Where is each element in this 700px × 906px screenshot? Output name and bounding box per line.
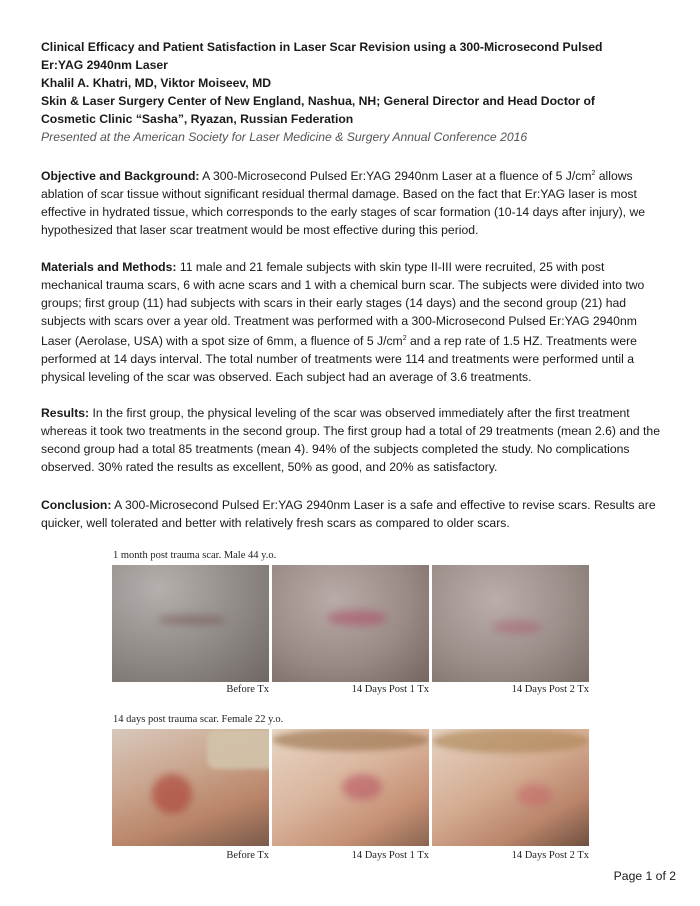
hair [272, 729, 429, 751]
paper-header [41, 38, 661, 146]
case1-label-post2: 14 Days Post 2 Tx [511, 684, 589, 695]
results-text: In the first group, the physical leveling of the scar was observed immediately after the first treatment whereas it took two treatments in the second group. The first group had a total of 29 treatments (mean 2.6) and the second group had a total 85 treatments (mean 4). 94% of the subjects completed the study. No complications observed. 30% rated the results as excellent, 50% as good, and 20% as satisfactory. [41, 406, 660, 474]
results-label: Results: [41, 406, 90, 420]
methods-text-b: and a rep rate of 1.5 HZ. Treatments were performed at 14 days interval. The total number of treatments were 114 and treatments were performed until a physical leveling of the scar was observed. Each subject had an average of 3.6 treatments. [41, 334, 637, 385]
scar-mark [492, 620, 542, 634]
page-number: Page 1 of 2 [613, 869, 676, 883]
case1-caption: 1 month post trauma scar. Male 44 y.o. [113, 550, 277, 561]
methods-section [41, 258, 661, 386]
case2-photo-post2 [432, 729, 589, 846]
objective-text-b: allows ablation of scar tissue without significant residual thermal damage. Based on the fact that Er:YAG laser is most effective in hydrated tissue, which corresponds to the early stages of scar formation (10-14 days after injury), we hypothesized that laser scar treatment would be most effective during this period. [41, 169, 646, 238]
case2-label-post2: 14 Days Post 2 Tx [511, 850, 589, 861]
scar-mark [342, 774, 382, 800]
affiliation-line-2: Cosmetic Clinic “Sasha”, Ryazan, Russian Federation [41, 112, 354, 126]
case2-caption: 14 days post trauma scar. Female 22 y.o. [113, 714, 284, 725]
title-line-1: Clinical Efficacy and Patient Satisfaction in Laser Scar Revision using a 300-Microsecond Pulsed [41, 40, 603, 54]
case1-photo-before [112, 565, 269, 682]
scar-mark [327, 610, 387, 626]
knit-hat [207, 729, 269, 769]
affiliation-line-1: Skin & Laser Surgery Center of New England, Nashua, NH; General Director and Head Doctor of [41, 94, 595, 108]
methods-superscript: 2 [402, 335, 407, 342]
conference-note: Presented at the American Society for Laser Medicine & Surgery Annual Conference 2016 [41, 130, 528, 144]
hair [432, 729, 589, 753]
objective-text-a: A 300-Microsecond Pulsed Er:YAG 2940nm Laser at a fluence of 5 J/cm [199, 169, 592, 184]
conclusion-text: A 300-Microsecond Pulsed Er:YAG 2940nm Laser is a safe and effective to revise scars. Results are quicker, well tolerated and better with relatively fresh scars as compared to older scars. [41, 498, 656, 530]
case2-label-post1: 14 Days Post 1 Tx [351, 850, 429, 861]
methods-label: Materials and Methods: [41, 260, 177, 274]
objective-section [41, 165, 661, 239]
case1-photo-post2 [432, 565, 589, 682]
methods-text-a: 11 male and 21 female subjects with skin type II-III were recruited, 25 with post mechanical trauma scars, 6 with acne scars and 1 with a chemical burn scar. The subjects were divided into two groups; first group (11) had subjects with scars in their early stages (14 days) and the second group (21) had subjects with scars over a year old. Treatment was performed with a 300-Microsecond Pulsed Er:YAG 2940nm Laser (Aerolase, USA) with a spot size of 6mm, a fluence of 5 J/cm [41, 260, 645, 349]
conclusion-label: Conclusion: [41, 498, 112, 512]
case1-photo-post1 [272, 565, 429, 682]
authors: Khalil A. Khatri, MD, Viktor Moiseev, MD [41, 76, 272, 90]
scar-mark [157, 615, 227, 625]
case2-photo-before [112, 729, 269, 846]
objective-superscript: 2 [591, 170, 596, 177]
objective-label: Objective and Background: [41, 169, 200, 184]
case1-label-post1: 14 Days Post 1 Tx [351, 684, 429, 695]
scar-mark [517, 784, 552, 806]
case2-photo-post1 [272, 729, 429, 846]
case2-label-before: Before Tx [226, 850, 269, 861]
title-line-2: Er:YAG 2940nm Laser [41, 58, 168, 72]
scar-mark [152, 774, 192, 814]
conclusion-section [41, 496, 661, 532]
results-section [41, 404, 661, 476]
case1-label-before: Before Tx [226, 684, 269, 695]
